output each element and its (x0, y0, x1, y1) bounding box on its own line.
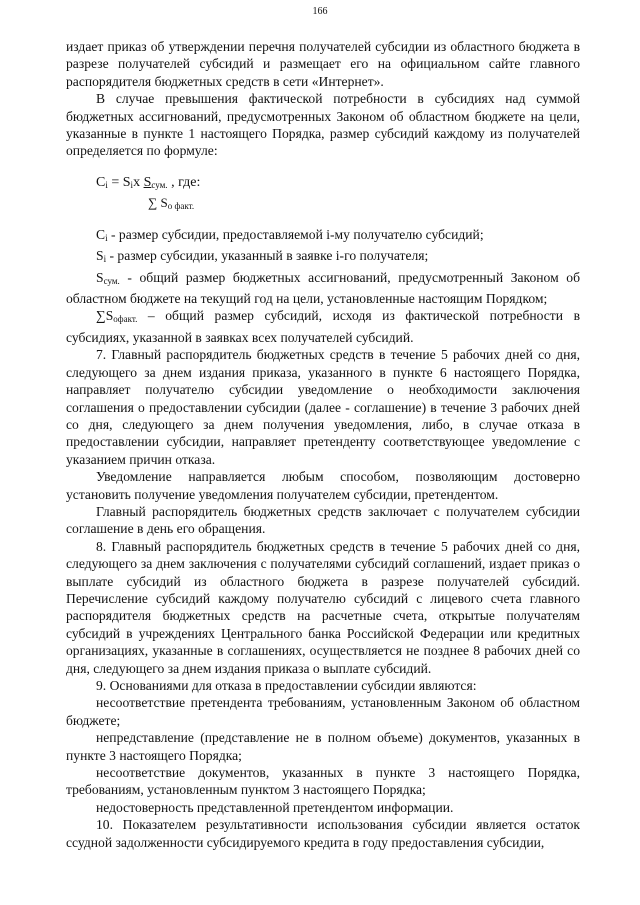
formula-numerator-line: $C_i = S_ix$ $S_{сум.}$ , где: (96, 174, 201, 190)
paragraph-8: 8. Главный распорядитель бюджетных средств в течение 5 рабочих дней со дня, следующего за днем заключения с получателями субсидий соглашений, издает приказ о выплате субсидий из областного бюджета в разрезе получателей субсидий. Перечисление субсидий каждому получателю субсидий с лицевого счета главного распорядителя бюджетных средств на расчетные счета, открытые получателям субсидий в учреждениях Центрального банка Российской Федерации или кредитных организациях, указанные в соглашениях, осуществляется не позднее 8 рабочих дней со дня, следующего за днем издания приказа о выплате субсидий. (66, 538, 580, 676)
refusal-ground: несоответствие претендента требованиям, установленным Законом об областном бюджете; (66, 695, 580, 728)
page-number: 166 (312, 6, 328, 17)
paragraph-excess-demand: В случае превышения фактической потребности в субсидиях над суммой бюджетных ассигнований, предусмотренных Законом об областном бюджете на цели, указанные в пункте 1 настоящего Порядка, размер субсидий каждому из получателей определяется по формуле: (66, 91, 580, 159)
paragraph-10: 10. Показателем результативности использования субсидии является остаток ссудной задолженности субсидируемого кредита в году предоставления субсидии, (66, 817, 580, 850)
refusal-ground: несоответствие документов, указанных в пункте 3 настоящего Порядка, требованиям, установленным пунктом 3 настоящего Порядка; (66, 765, 580, 798)
document-body (66, 38, 580, 851)
definition-sfact: $\sum S_{офакт.}$ – общий размер субсидий, исходя из фактической потребности в субсидиях, указанной в заявках всех получателей субсидий. (66, 308, 580, 345)
refusal-ground: недостоверность представленной претендентом информации. (96, 799, 454, 815)
paragraph-order-publication: издает приказ об утверждении перечня получателей субсидии из областного бюджета в разрезе получателей субсидий и размещает его на официальном сайте главного распорядителя бюджетных средств в сети «Интернет». (66, 39, 580, 89)
definition-si: $S_i$ - размер субсидии, указанный в заявке i-го получателя; (96, 248, 429, 265)
paragraph-7: 7. Главный распорядитель бюджетных средств в течение 5 рабочих дней со дня, следующего за днем издания приказа, указанного в пункте 6 настоящего Порядка, направляет получателю субсидии уведомление о необходимости заключения соглашения о предоставлении субсидии (далее - соглашение) в течение 3 рабочих дней со дня, следующего за днем получения уведомления, либо, в случае отказа в предоставлении субсидии, направляет претенденту соответствующее уведомление с указанием причин отказа. (66, 347, 580, 467)
paragraph-notice: Уведомление направляется любым способом, позволяющим достоверно установить получение уведомления получателем субсидии, претендентом. (66, 469, 580, 502)
subsidy-formula (66, 172, 580, 220)
formula-denominator: ∑ $S_{о факт.}$ (148, 194, 195, 211)
definition-ssum: $S_{сум.}$ - общий размер бюджетных ассигнований, предусмотренный Законом об областном бюджете на текущий год на цели, установленные настоящим Порядком; (66, 269, 580, 307)
definition-ci: $C_i$ - размер субсидии, предоставляемой i-му получателю субсидий; (96, 226, 484, 243)
paragraph-9: 9. Основаниями для отказа в предоставлении субсидии являются: (96, 678, 477, 693)
refusal-ground: непредставление (представление не в полном объеме) документов, указанных в пункте 3 настоящего Порядка; (66, 730, 580, 763)
paragraph-agreement: Главный распорядитель бюджетных средств заключает с получателем субсидии соглашение в день его обращения. (66, 503, 580, 537)
